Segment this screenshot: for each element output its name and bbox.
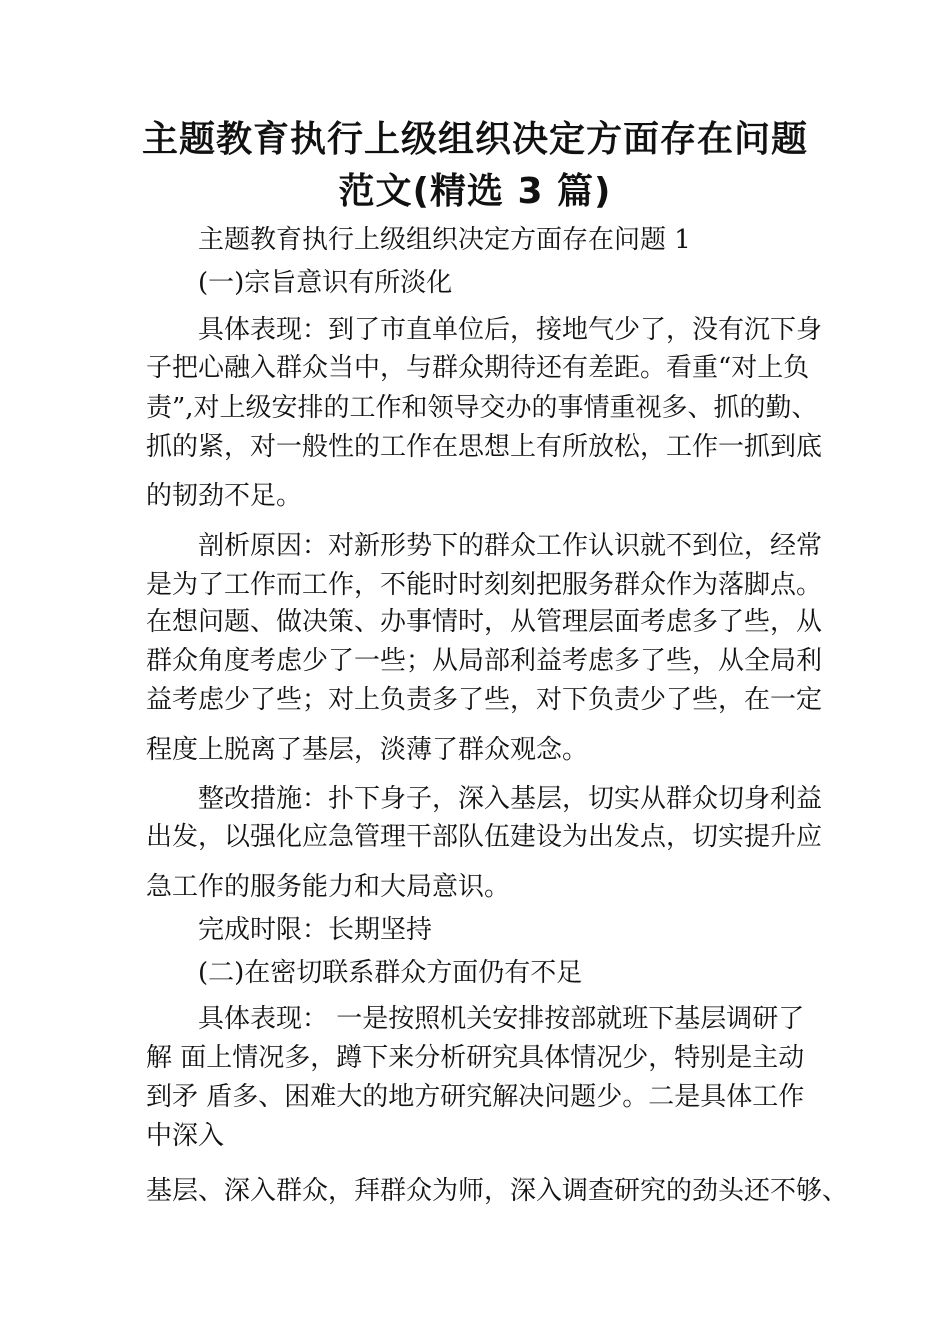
- paragraph-line: 出发，以强化应急管理干部队伍建设为出发点，切实提升应: [146, 822, 823, 852]
- paragraph-line: 是为了工作而工作，不能时时刻刻把服务群众作为落脚点。: [146, 570, 823, 600]
- paragraph-line: 急工作的服务能力和大局意识。: [146, 872, 511, 902]
- paragraph-line: 中深入: [146, 1121, 225, 1151]
- paragraph-line: 在想问题、做决策、办事情时，从管理层面考虑多了些，从: [146, 607, 823, 637]
- paragraph-line: 剖析原因：对新形势下的群众工作认识就不到位，经常: [198, 531, 823, 561]
- paragraph-line: 基层、深入群众，拜群众为师，深入调查研究的劲头还不够、: [146, 1176, 849, 1206]
- deadline-line: 完成时限：长期坚持: [198, 915, 433, 945]
- section2-heading: (二)在密切联系群众方面仍有不足: [198, 958, 583, 988]
- paragraph-line: 益考虑少了些；对上负责多了些，对下负责少了些，在一定: [146, 685, 823, 715]
- paragraph-line: 群众角度考虑少了一些；从局部利益考虑多了些，从全局利: [146, 646, 823, 676]
- paragraph-line: 的韧劲不足。: [146, 481, 303, 511]
- paragraph-line: 整改措施：扑下身子，深入基层，切实从群众切身利益: [198, 784, 823, 814]
- paragraph-line: 具体表现： 一是按照机关安排按部就班下基层调研了: [198, 1004, 805, 1034]
- document-title-line1: 主题教育执行上级组织决定方面存在问题: [141, 119, 808, 160]
- paragraph-line: 具体表现：到了市直单位后，接地气少了，没有沉下身: [198, 315, 823, 345]
- paragraph-line: 程度上脱离了基层，淡薄了群众观念。: [146, 735, 589, 765]
- paragraph-line: 责”,对上级安排的工作和领导交办的事情重视多、抓的勤、: [146, 393, 818, 423]
- paragraph-line: 到矛 盾多、困难大的地方研究解决问题少。二是具体工作: [146, 1082, 805, 1112]
- paragraph-line: 子把心融入群众当中，与群众期待还有差距。看重“对上负: [146, 353, 810, 383]
- subtitle: 主题教育执行上级组织决定方面存在问题 1: [198, 225, 691, 255]
- document-title-line2: 范文(精选 3 篇): [338, 171, 612, 212]
- paragraph-line: 解 面上情况多，蹲下来分析研究具体情况少，特别是主动: [146, 1043, 805, 1073]
- paragraph-line: 抓的紧，对一般性的工作在思想上有所放松，工作一抓到底: [146, 432, 823, 462]
- section1-heading: (一)宗旨意识有所淡化: [198, 268, 453, 298]
